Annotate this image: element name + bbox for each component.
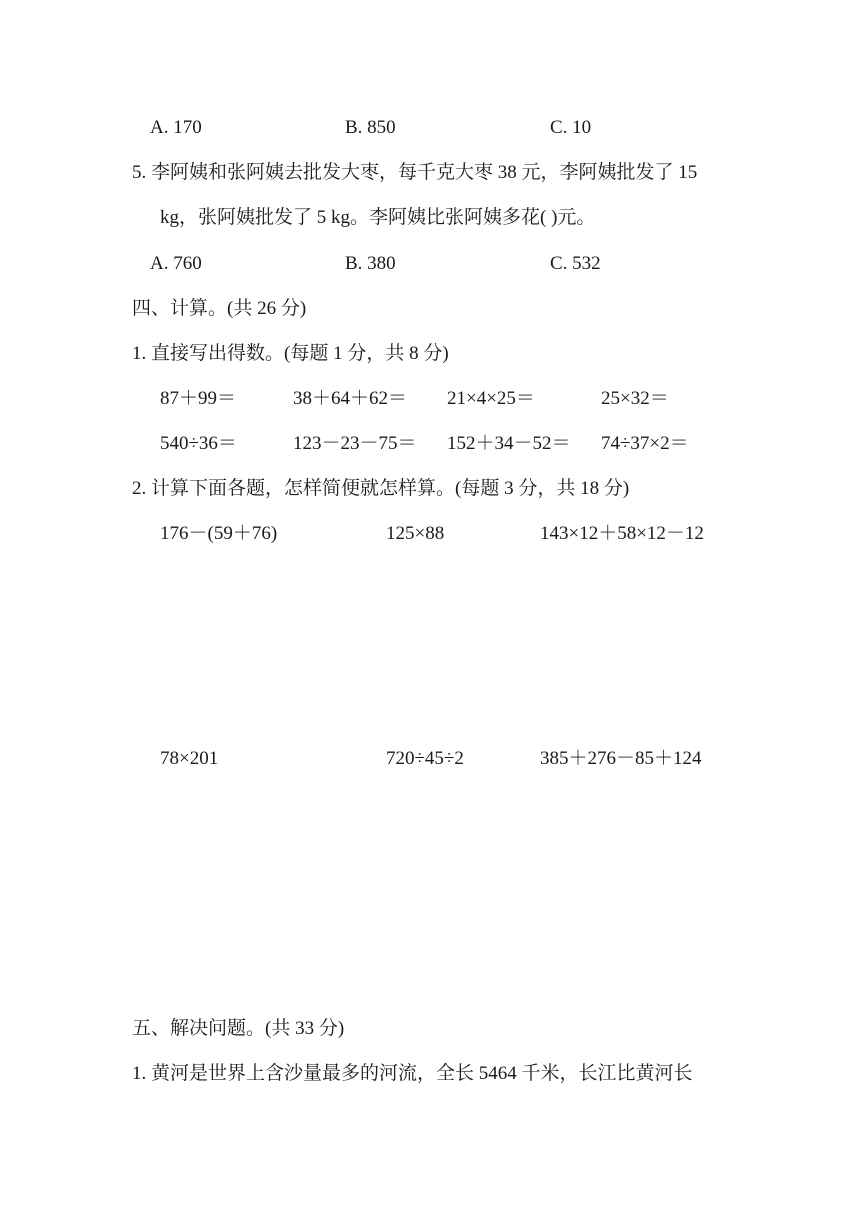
oral-calc-item: 74÷37×2＝ xyxy=(601,433,689,454)
q5-option-a: A. 760 xyxy=(150,253,202,274)
oral-calc-item: 123－23－75＝ xyxy=(293,433,417,454)
section-4-sub1-title: 1. 直接写出得数。(每题 1 分，共 8 分) xyxy=(132,343,449,364)
oral-calc-item: 25×32＝ xyxy=(601,388,669,409)
simplify-calc-item: 176－(59＋76) xyxy=(160,523,278,544)
q4-option-c: C. 10 xyxy=(550,117,592,138)
q5-option-b: B. 380 xyxy=(345,253,396,274)
oral-calc-item: 540÷36＝ xyxy=(160,433,237,454)
simplify-calc-item: 385＋276－85＋124 xyxy=(540,748,702,769)
section-4-title: 四、计算。(共 26 分) xyxy=(132,298,307,319)
q5-line-1: 5. 李阿姨和张阿姨去批发大枣，每千克大枣 38 元，李阿姨批发了 15 xyxy=(132,162,698,183)
simplify-calc-item: 125×88 xyxy=(386,523,445,544)
oral-calc-item: 152＋34－52＝ xyxy=(447,433,571,454)
oral-calc-item: 21×4×25＝ xyxy=(447,388,535,409)
simplify-calc-item: 78×201 xyxy=(160,748,219,769)
simplify-calc-item: 143×12＋58×12－12 xyxy=(540,523,704,544)
section-5-title: 五、解决问题。(共 33 分) xyxy=(132,1018,345,1039)
q5-line-2: kg，张阿姨批发了 5 kg。李阿姨比张阿姨多花( )元。 xyxy=(160,207,596,228)
q5-option-c: C. 532 xyxy=(550,253,601,274)
oral-calc-item: 38＋64＋62＝ xyxy=(293,388,408,409)
section-5-q1-line-1: 1. 黄河是世界上含沙量最多的河流，全长 5464 千米，长江比黄河长 xyxy=(132,1063,693,1084)
simplify-calc-item: 720÷45÷2 xyxy=(386,748,464,769)
section-4-sub2-title: 2. 计算下面各题，怎样简便就怎样算。(每题 3 分，共 18 分) xyxy=(132,478,630,499)
oral-calc-item: 87＋99＝ xyxy=(160,388,237,409)
q4-option-b: B. 850 xyxy=(345,117,396,138)
q4-option-a: A. 170 xyxy=(150,117,202,138)
